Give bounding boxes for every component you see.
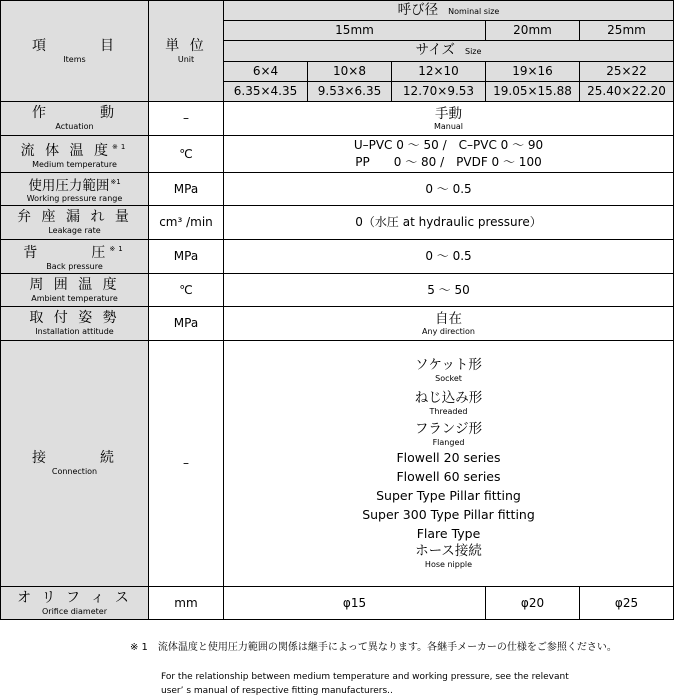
actuation-label: [1, 102, 149, 136]
leakage-unit: cm³ /min: [149, 206, 224, 240]
items-header: [1, 1, 149, 102]
nominal-15mm: 15mm: [224, 21, 486, 41]
connection-flowell60: Flowell 60 series: [396, 469, 501, 484]
working-pressure-label: [1, 173, 149, 206]
row-working-pressure: [1, 173, 674, 206]
size-mm-cell: 10×8: [308, 62, 392, 82]
installation-label: [1, 307, 149, 341]
size-header-jp: サイズ: [415, 42, 455, 58]
footnote-1-en: [161, 670, 569, 698]
connection-threaded-en: Threaded: [429, 407, 468, 416]
size-exact-cell: 19.05×15.88: [486, 82, 580, 102]
connection-flowell20: Flowell 20 series: [396, 450, 501, 465]
footnote-en-line2: user’ s manual of respective fitting manufacturers..: [161, 686, 393, 696]
working-pressure-label-jp: 使用圧力範囲: [28, 178, 110, 194]
medium-temp-label-en: Medium temperature: [32, 159, 117, 169]
back-pressure-label-jp: 背 圧: [23, 245, 109, 261]
medium-temp-line1: U–PVC 0 ～ 50 / C–PVC 0 ～ 90: [353, 138, 544, 152]
unit-header: [149, 1, 224, 102]
row-orifice-diameter: [1, 587, 674, 620]
actuation-label-jp: 作 動: [32, 105, 117, 121]
back-pressure-value: 0 ～ 0.5: [224, 240, 674, 274]
nominal-size-jp: 呼び径: [397, 1, 439, 18]
actuation-unit: –: [149, 102, 224, 136]
size-header: [224, 41, 674, 62]
orifice-label-jp: オ リ フ ィ ス: [17, 589, 132, 606]
medium-temp-unit: ℃: [149, 136, 224, 173]
medium-temp-line2: PP 0 ～ 80 / PVDF 0 ～ 100: [355, 155, 542, 169]
items-header-jp: 項 目: [32, 37, 117, 54]
items-header-en: Items: [63, 54, 86, 64]
actuation-value: [224, 102, 674, 136]
medium-temp-label: [1, 136, 149, 173]
medium-temp-value: [224, 136, 674, 173]
size-mm-cell: 25×22: [580, 62, 674, 82]
row-connection: [1, 341, 674, 587]
medium-temp-label-jp: 流 体 温 度: [20, 142, 112, 159]
size-mm-cell: 6×4: [224, 62, 308, 82]
working-pressure-label-en: Working pressure range: [26, 194, 123, 203]
size-exact-cell: 12.70×9.53: [392, 82, 486, 102]
row-medium-temperature: [1, 136, 674, 173]
ambient-temp-label-en: Ambient temperature: [31, 293, 118, 303]
leakage-label-jp: 弁 座 漏 れ 量: [17, 209, 132, 225]
connection-threaded-jp: ねじ込み形: [414, 390, 483, 406]
connection-hose-en: Hose nipple: [424, 560, 473, 569]
back-pressure-unit: MPa: [149, 240, 224, 274]
unit-header-jp: 単 位: [165, 37, 207, 54]
connection-super-pillar: Super Type Pillar fitting: [376, 488, 521, 503]
size-exact-cell: 25.40×22.20: [580, 82, 674, 102]
size-mm-cell: 19×16: [486, 62, 580, 82]
orifice-label-en: Orifice diameter: [42, 606, 107, 616]
ambient-temp-value: 5 ～ 50: [224, 274, 674, 307]
back-pressure-label-en: Back pressure: [46, 262, 103, 271]
working-pressure-unit: MPa: [149, 173, 224, 206]
footnote-mark: ※1: [112, 142, 129, 151]
back-pressure-label: [1, 240, 149, 274]
size-mm-cell: 12×10: [392, 62, 486, 82]
footnote-1-jp: ※ 1 流体温度と使用圧力範囲の関係は継手によって異なります。各継手メーカーの仕様をご参照ください。: [130, 642, 617, 653]
connection-hose-jp: ホース接続: [415, 543, 482, 559]
unit-header-en: Unit: [177, 54, 195, 64]
installation-label-en: Installation attitude: [35, 327, 114, 336]
connection-flanged-jp: フランジ形: [414, 421, 483, 437]
connection-flanged-en: Flanged: [432, 438, 465, 447]
working-pressure-value: 0 ～ 0.5: [224, 173, 674, 206]
installation-value-jp: 自在: [435, 310, 462, 327]
leakage-label-en: Leakage rate: [48, 226, 101, 235]
orifice-label: [1, 587, 149, 620]
connection-flare: Flare Type: [416, 526, 481, 541]
connection-label: [1, 341, 149, 587]
leakage-value: 0（水圧 at hydraulic pressure）: [224, 206, 674, 240]
orifice-value-15: φ15: [224, 587, 486, 620]
ambient-temp-label: [1, 274, 149, 307]
row-actuation: [1, 102, 674, 136]
actuation-label-en: Actuation: [55, 122, 94, 131]
connection-label-jp: 接 続: [32, 450, 117, 466]
actuation-value-jp: 手動: [435, 105, 462, 122]
connection-socket-en: Socket: [435, 374, 462, 383]
installation-label-jp: 取 付 姿 勢: [29, 310, 120, 326]
footnote-en-line1: For the relationship between medium temperature and working pressure, see the relevant: [161, 672, 569, 682]
actuation-value-en: Manual: [433, 121, 464, 131]
connection-unit: –: [149, 341, 224, 587]
nominal-size-en: Nominal size: [448, 6, 500, 16]
row-back-pressure: [1, 240, 674, 274]
ambient-temp-label-jp: 周 囲 温 度: [29, 276, 120, 293]
size-header-en: Size: [465, 47, 482, 56]
size-exact-cell: 6.35×4.35: [224, 82, 308, 102]
leakage-label: [1, 206, 149, 240]
size-exact-cell: 9.53×6.35: [308, 82, 392, 102]
orifice-value-20: φ20: [486, 587, 580, 620]
nominal-25mm: 25mm: [580, 21, 674, 41]
row-ambient-temperature: [1, 274, 674, 307]
installation-value-en: Any direction: [422, 326, 475, 336]
nominal-20mm: 20mm: [486, 21, 580, 41]
footnote-mark: ※1: [109, 245, 126, 253]
footnote-mark: ※1: [110, 178, 121, 186]
row-leakage-rate: [1, 206, 674, 240]
orifice-unit: mm: [149, 587, 224, 620]
ambient-temp-unit: ℃: [149, 274, 224, 307]
installation-value: [224, 307, 674, 341]
nominal-size-header: [224, 1, 674, 21]
connection-label-en: Connection: [51, 467, 98, 476]
row-installation-attitude: [1, 307, 674, 341]
connection-socket-jp: ソケット形: [415, 357, 482, 373]
orifice-value-25: φ25: [580, 587, 674, 620]
connection-values: [224, 341, 674, 587]
connection-super300-pillar: Super 300 Type Pillar fitting: [362, 507, 535, 522]
installation-unit: MPa: [149, 307, 224, 341]
